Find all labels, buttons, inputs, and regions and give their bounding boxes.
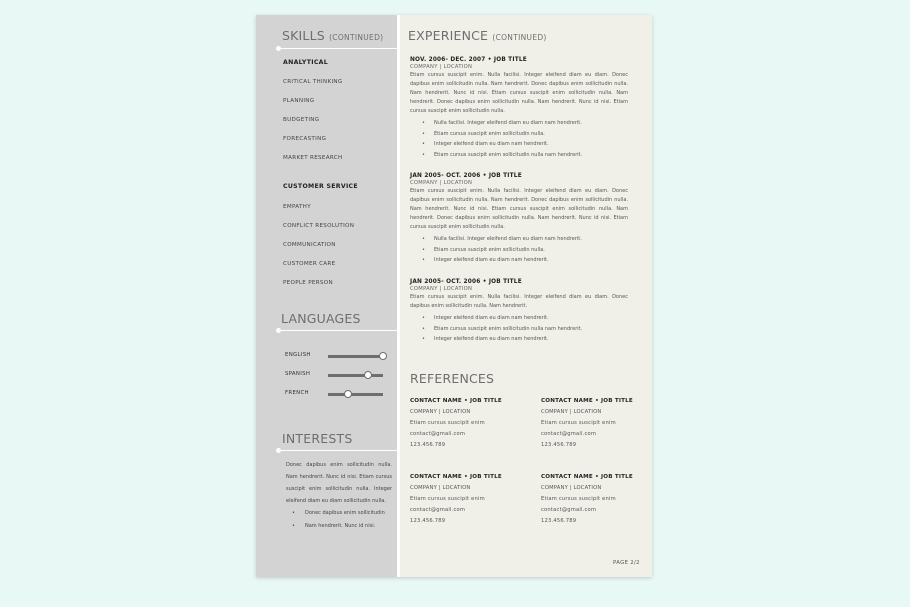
reference-phone: 123.456.789	[410, 442, 446, 448]
reference-email: contact@gmail.com	[410, 431, 466, 437]
experience-title-text: EXPERIENCE	[408, 28, 489, 43]
interests-rule	[278, 450, 397, 451]
language-name: SPANISH	[285, 371, 311, 377]
skill-item: CONFLICT RESOLUTION	[283, 223, 355, 229]
job-entry	[410, 57, 628, 160]
job-title: JAN 2005- OCT. 2006 • JOB TITLE	[410, 173, 522, 179]
rule-dot	[276, 46, 281, 51]
reference-company: COMPANY | LOCATION	[541, 485, 602, 491]
reference-name: CONTACT NAME • JOB TITLE	[410, 474, 502, 480]
language-row	[285, 370, 387, 380]
rule-dot	[276, 328, 281, 333]
language-level-bar	[328, 393, 383, 396]
rule-dot	[276, 448, 281, 453]
reference-email: contact@gmail.com	[541, 431, 597, 437]
skill-item: PLANNING	[283, 98, 315, 104]
reference-text: Etiam cursus suscipit enim	[541, 420, 616, 426]
references-title: REFERENCES	[410, 371, 495, 386]
language-level-knob	[379, 352, 387, 360]
interests-title: INTERESTS	[282, 431, 353, 446]
skill-item: COMMUNICATION	[283, 242, 336, 248]
reference-phone: 123.456.789	[541, 518, 577, 524]
reference-company: COMPANY | LOCATION	[410, 409, 471, 415]
job-title: NOV. 2006- DEC. 2007 • JOB TITLE	[410, 57, 527, 63]
skill-item: MARKET RESEARCH	[283, 155, 343, 161]
job-description: Etiam cursus suscipit enim. Nulla facilisi. Integer eleifend diam eu diam. Donec dapibus enim sollicitudin nulla. Nam hendrerit. Donec dapibus enim sollicitudin nulla. Nam hendrerit. Nunc id nisi. Etiam cursus suscipit enim sollicitudin nulla. Nam hendrerit. Donec dapibus enim sollicitudin nulla. Nam hendrerit. Nunc id nisi. Etiam cursus suscipit enim sollicitudin nulla.	[410, 188, 628, 230]
reference-phone: 123.456.789	[541, 442, 577, 448]
languages-rule	[278, 330, 397, 331]
skill-group-heading: ANALYTICAL	[283, 59, 329, 66]
job-bullet: • Nulla facilisi. Integer eleifend diam eu diam nam hendrerit.	[434, 118, 628, 129]
main-column	[400, 15, 652, 577]
job-entry	[410, 173, 628, 266]
job-bullet: • Etiam cursus suscipit enim sollicitudin nulla.	[434, 129, 628, 140]
skill-item: EMPATHY	[283, 204, 311, 210]
language-row	[285, 389, 387, 399]
reference-card	[410, 398, 515, 448]
language-level-bar	[328, 355, 383, 358]
skill-item: FORECASTING	[283, 136, 327, 142]
job-bullet: • Nulla facilisi. Integer eleifend diam eu diam nam hendrerit.	[434, 234, 628, 245]
job-bullet: • Etiam cursus suscipit enim sollicitudin nulla.	[434, 245, 628, 256]
job-description: Etiam cursus suscipit enim. Nulla facilisi. Integer eleifend diam eu diam. Donec dapibus enim sollicitudin nulla. Nam hendrerit. Donec dapibus enim sollicitudin nulla. Nam hendrerit. Nunc id nisi. Etiam cursus suscipit enim sollicitudin nulla. Nam hendrerit. Donec dapibus enim sollicitudin nulla. Nam hendrerit. Nunc id nisi. Etiam cursus suscipit enim sollicitudin nulla.	[410, 72, 628, 114]
experience-title-sub: (CONTINUED)	[492, 33, 547, 42]
job-bullet: • Integer eleifend diam eu diam nam hendrerit.	[434, 334, 628, 345]
reference-email: contact@gmail.com	[410, 507, 466, 513]
job-bullet: • Integer eleifend diam eu diam nam hendrerit.	[434, 313, 628, 324]
reference-card	[541, 398, 646, 448]
job-company: COMPANY | LOCATION	[410, 286, 473, 292]
page-number: PAGE 2/2	[613, 560, 640, 566]
job-company: COMPANY | LOCATION	[410, 180, 473, 186]
interests-text: Donec dapibus enim sollicitudin nulla. Nam hendrerit. Nunc id nisi. Etiam cursus suscipit enim sollicitudin nulla. Integer eleifend diam eu diam sollicitudin nulla.	[286, 462, 392, 504]
job-bullets	[434, 313, 628, 345]
skills-title-text: SKILLS	[282, 28, 325, 43]
job-bullet: • Etiam cursus suscipit enim sollicitudin nulla nam hendrerit.	[434, 324, 628, 335]
reference-company: COMPANY | LOCATION	[410, 485, 471, 491]
reference-card	[541, 474, 646, 524]
language-level-knob	[364, 371, 372, 379]
language-name: ENGLISH	[285, 352, 311, 358]
reference-text: Etiam cursus suscipit enim	[410, 420, 485, 426]
reference-company: COMPANY | LOCATION	[541, 409, 602, 415]
job-bullet: • Etiam cursus suscipit enim sollicitudin nulla nam hendrerit.	[434, 150, 628, 161]
reference-name: CONTACT NAME • JOB TITLE	[410, 398, 502, 404]
skills-rule	[278, 48, 397, 49]
languages-title: LANGUAGES	[281, 311, 361, 326]
job-title: JAN 2005- OCT. 2006 • JOB TITLE	[410, 279, 522, 285]
job-bullets	[434, 234, 628, 266]
language-name: FRENCH	[285, 390, 309, 396]
interests-bullet: • Nam hendrerit. Nunc id nisi.	[305, 523, 375, 529]
skill-item: CUSTOMER CARE	[283, 261, 336, 267]
skills-title	[282, 28, 383, 43]
skill-item: CRITICAL THINKING	[283, 79, 343, 85]
interests-bullet: • Donec dapibus enim sollicitudin	[305, 510, 385, 516]
resume-page	[256, 15, 652, 577]
skill-group-heading: CUSTOMER SERVICE	[283, 183, 358, 190]
skill-item: BUDGETING	[283, 117, 320, 123]
reference-text: Etiam cursus suscipit enim	[410, 496, 485, 502]
reference-text: Etiam cursus suscipit enim	[541, 496, 616, 502]
experience-title	[408, 28, 547, 43]
job-company: COMPANY | LOCATION	[410, 64, 473, 70]
language-level-bar	[328, 374, 383, 377]
reference-name: CONTACT NAME • JOB TITLE	[541, 398, 633, 404]
job-bullet: • Integer eleifend diam eu diam nam hendrerit.	[434, 255, 628, 266]
reference-email: contact@gmail.com	[541, 507, 597, 513]
language-row	[285, 351, 387, 361]
job-entry	[410, 279, 628, 345]
reference-card	[410, 474, 515, 524]
job-bullet: • Integer eleifend diam eu diam nam hendrerit.	[434, 139, 628, 150]
language-level-knob	[344, 390, 352, 398]
skill-item: PEOPLE PERSON	[283, 280, 333, 286]
job-bullets	[434, 118, 628, 160]
skills-title-sub: (CONTINUED)	[329, 33, 384, 42]
reference-phone: 123.456.789	[410, 518, 446, 524]
job-description: Etiam cursus suscipit enim. Nulla facilisi. Integer eleifend diam eu diam. Donec dapibus enim sollicitudin nulla. Nam hendrerit.	[410, 294, 628, 309]
sidebar	[256, 15, 397, 577]
reference-name: CONTACT NAME • JOB TITLE	[541, 474, 633, 480]
